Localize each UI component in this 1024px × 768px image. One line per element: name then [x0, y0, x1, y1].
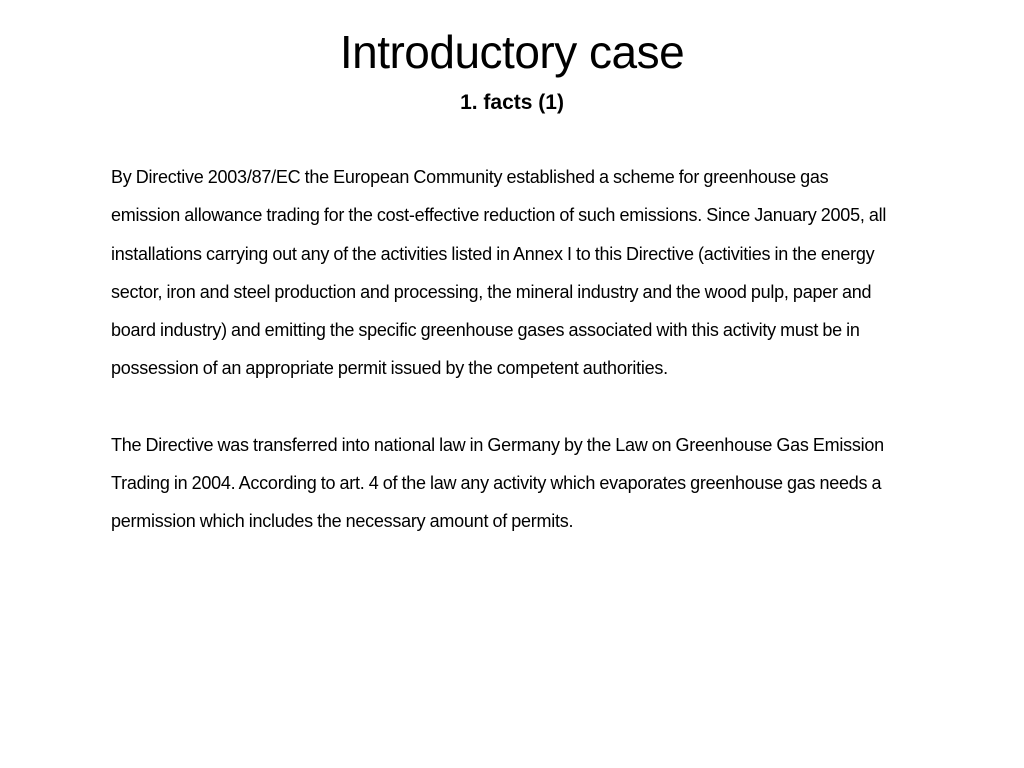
- body-paragraph-1: By Directive 2003/87/EC the European Community established a scheme for greenhouse gas emission allowance trading for the cost-effective reduction of such emissions. Since January 2005, all installations carrying out any of the activities listed in Annex I to this Directive (activities in the energy sector, iron and steel production and processing, the mineral industry and the wood pulp, paper and board industry) and emitting the specific greenhouse gases associated with this activity must be in possession of an appropriate permit issued by the competent authorities.: [111, 167, 887, 379]
- slide-subtitle: 1. facts (1): [460, 91, 564, 114]
- body-paragraph-2: The Directive was transferred into national law in Germany by the Law on Greenhouse Gas Emission Trading in 2004. According to art. 4 of the law any activity which evaporates greenhouse gas needs a permission which includes the necessary amount of permits.: [111, 434, 884, 532]
- slide-title: Introductory case: [339, 26, 685, 78]
- slide-body: [111, 158, 891, 541]
